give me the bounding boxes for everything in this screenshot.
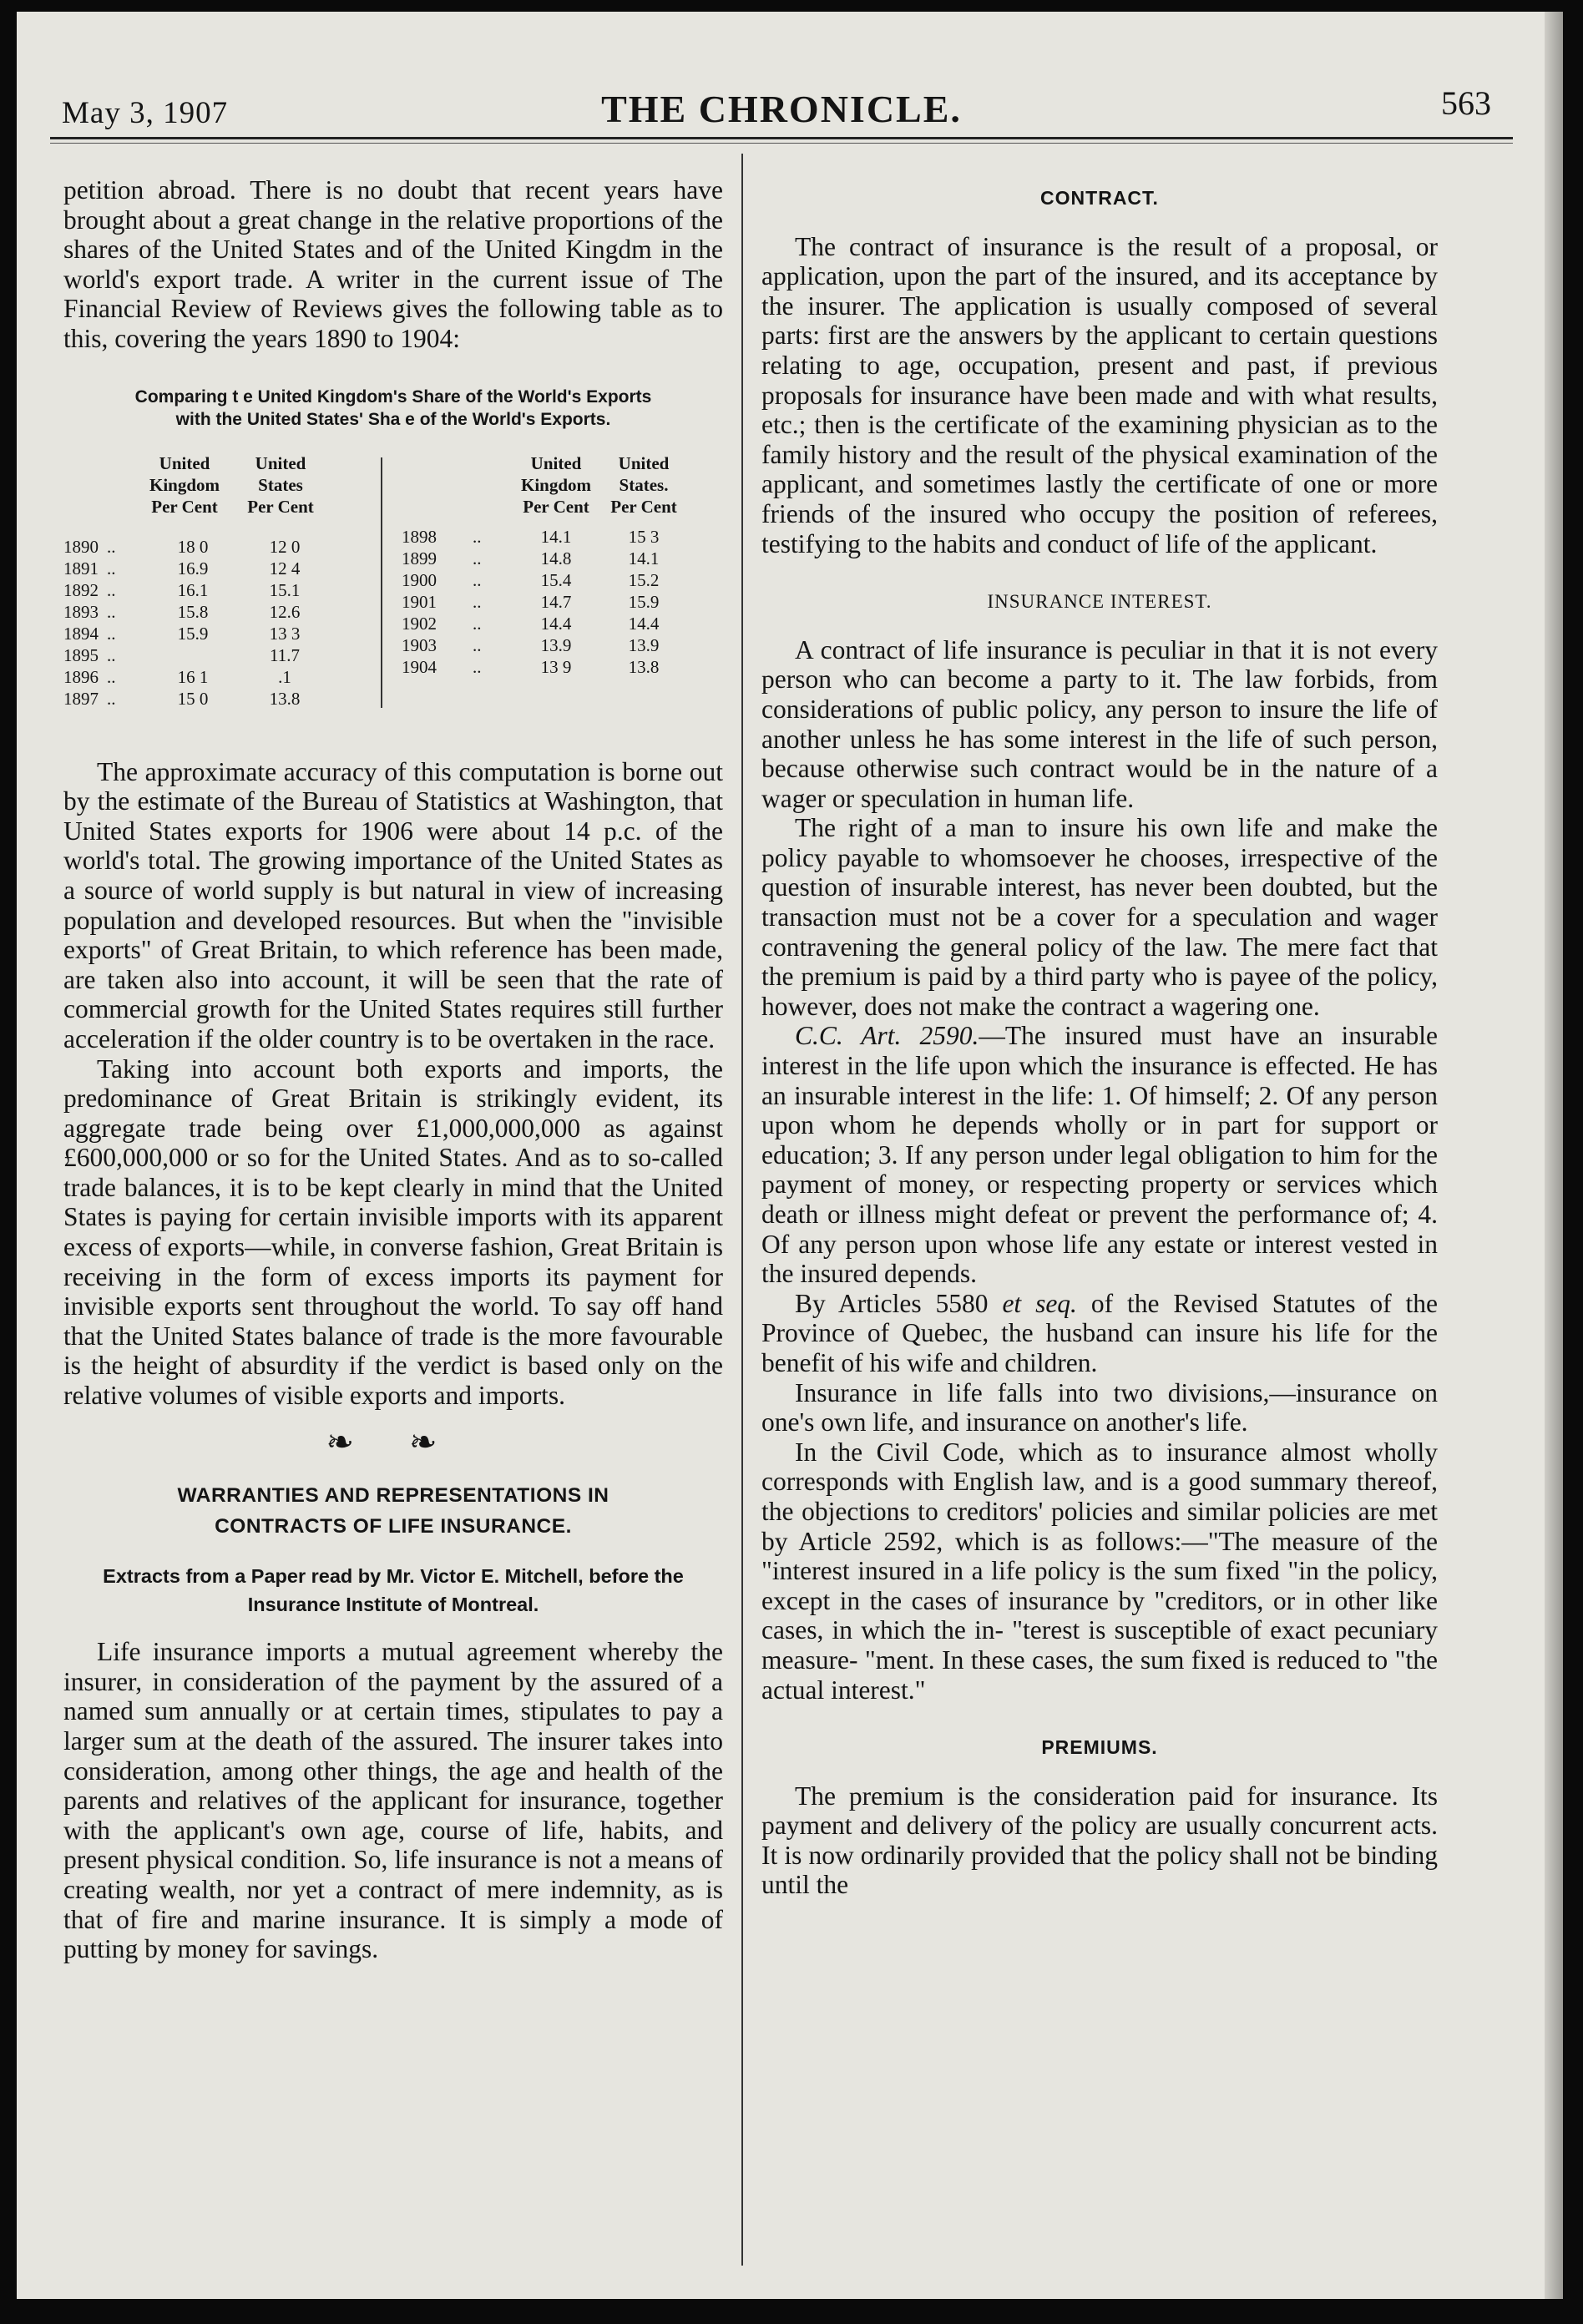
ornament-fleurons: ❧ ❧ — [326, 1422, 461, 1461]
table-year: 1903 — [402, 634, 437, 655]
left-column — [63, 175, 723, 2282]
latin-phrase: et seq. — [1002, 1288, 1077, 1318]
table-year: 1902 — [402, 613, 437, 634]
header-cell: Per Cent — [610, 496, 677, 517]
table-us-value: 12 4 — [269, 558, 301, 578]
table-year: 1901 — [402, 591, 437, 612]
header-date: May 3, 1907 — [62, 96, 229, 130]
right-column — [761, 175, 1438, 2282]
table-leader: .. — [107, 558, 116, 578]
header-cell: Per Cent — [523, 496, 589, 517]
table-year: 1891 — [63, 558, 99, 578]
article-citation: C.C. Art. 2590. — [795, 1021, 979, 1051]
table-us-value: .1 — [278, 666, 291, 687]
table-uk-value: 16.9 — [177, 558, 209, 578]
table-uk-value: 13.9 — [540, 634, 572, 655]
header-rule — [50, 137, 1513, 144]
table-leader: .. — [107, 644, 116, 665]
paragraph: Taking into account both exports and imports, the predominance of Great Britain is strikingly evident, its aggregate trade being over £1,000,000,000 as against £600,000,000 or so for the United States. And as to so-called trade balances, it is to be kept clearly in mind that the United States is paying for certain invisible imports with its apparent excess of exports—while, in converse fashion, Great Britain is receiving in the form of excess imports its payment for invisible exports sent throughout the world. To say off hand that the United States balance of trade is the more favourable is the height of absurdity if the verdict is based only on the relative volumes of visible exports and imports. — [63, 1053, 723, 1411]
table-year: 1894 — [63, 623, 99, 644]
table-year: 1896 — [63, 666, 99, 687]
table-leader: .. — [107, 601, 116, 622]
table-us-value: 15.2 — [628, 569, 660, 590]
table-uk-value: 14.4 — [540, 613, 572, 634]
exports-table — [63, 452, 723, 757]
table-us-value: 13 3 — [269, 623, 301, 644]
table-us-value: 15.1 — [269, 579, 301, 600]
table-year: 1890 — [63, 536, 99, 557]
table-uk-value: 13 9 — [540, 656, 572, 677]
table-leader: .. — [473, 526, 482, 547]
table-us-value: 11.7 — [270, 644, 300, 665]
table-us-value: 15 3 — [628, 526, 660, 547]
table-uk-value: 16 1 — [177, 666, 209, 687]
header-cell: Kingdom — [520, 474, 592, 495]
table-caption — [63, 386, 723, 431]
table-uk-value: 15 0 — [177, 688, 209, 709]
paragraph-text: of the Revised Statutes of the Province of Quebec, the husband can insure his life for the benefit of his wife and children. — [761, 1288, 1438, 1377]
table-us-value: 14.4 — [628, 613, 660, 634]
table-leader: .. — [107, 579, 116, 600]
table-us-value: 13.8 — [269, 688, 301, 709]
article-title-line: WARRANTIES AND REPRESENTATIONS IN — [177, 1484, 609, 1508]
table-leader: .. — [473, 656, 482, 677]
table-year: 1900 — [402, 569, 437, 590]
header-cell: United — [255, 452, 306, 473]
table-us-value: 15.9 — [628, 591, 660, 612]
table-leader: .. — [107, 666, 116, 687]
paragraph: In the Civil Code, which as to insurance almost wholly corresponds with English law, and is a good summary thereof, the objections to creditors' policies and similar policies are met by Article 2592, which is as follows:—"The measure of the "interest insured in a life policy is the sum fixed "in the policy, except in the cases of insurance by "creditors, or in other like cases, in which the in- "terest is susceptible of exact pecuniary measure- "ment. In these cases, the sum fixed is reduced to "the actual interest." — [761, 1437, 1438, 1705]
header-uk — [139, 452, 230, 518]
header-cell: United — [618, 452, 670, 473]
paragraph-text: —The insured must have an insurable interest in the life upon which the insurance is effected. He has an insurable interest in the life: 1. Of himself; 2. Of any person upon whom he depends wholly or in part for support or education; 3. If any person under legal obligation to him for the payment of money, or respecting property or services which death or illness might defeat or prevent the performance of; 4. Of any person upon whose life any estate or interest vested in the insured depends. — [761, 1021, 1439, 1289]
paragraph: Insurance in life falls into two divisions,—insurance on one's own life, and insurance on another's life. — [761, 1377, 1438, 1437]
table-us-value: 13.8 — [628, 656, 660, 677]
article-subtitle: Extracts from a Paper read by Mr. Victor E. Mitchell, before the Insurance Institute of Montreal. — [103, 1565, 684, 1616]
header-us — [235, 452, 326, 518]
section-heading-insurance-interest: INSURANCE INTEREST. — [987, 591, 1212, 613]
table-uk-value: 15.9 — [177, 623, 209, 644]
table-uk-value: 18 0 — [177, 536, 209, 557]
table-uk-value: 14.8 — [540, 548, 572, 568]
newspaper-page — [17, 12, 1563, 2299]
table-uk-value: 15.8 — [177, 601, 209, 622]
paragraph: The approximate accuracy of this computation is borne out by the estimate of the Bureau of Statistics at Washington, that United States exports for 1906 were about 14 p.c. of the world's total. The growing importance of the United States as a source of world supply is but natural in view of increasing population and developed resources. But when the "invisible exports" of Great Britain, to which reference has been made, are taken also into account, it will be seen that the rate of commercial growth for the United States requires still further acceleration if the older country is to be overtaken in the race. — [63, 756, 723, 1053]
table-uk-value: 15.4 — [540, 569, 572, 590]
table-uk-value: 14.1 — [540, 526, 572, 547]
table-leader: .. — [107, 536, 116, 557]
scan-edge — [1545, 12, 1563, 2299]
paragraph: petition abroad. There is no doubt that recent years have brought about a great change in the relative proportions of the shares of the United States and of the United Kingdm in the world's export trade. A writer in the current issue of The Financial Review of Reviews gives the following table as to this, covering the years 1890 to 1904: — [63, 175, 723, 353]
table-uk-value: 14.7 — [540, 591, 572, 612]
table-leader: .. — [107, 623, 116, 644]
table-leader: .. — [473, 634, 482, 655]
header-cell: Per Cent — [151, 496, 218, 517]
table-year: 1899 — [402, 548, 437, 568]
paragraph-text: By Articles 5580 — [795, 1288, 1003, 1318]
table-year: 1895 — [63, 644, 99, 665]
table-leader: .. — [473, 591, 482, 612]
table-year: 1892 — [63, 579, 99, 600]
header-cell: United — [530, 452, 582, 473]
header-cell: United — [159, 452, 210, 473]
table-leader: .. — [473, 548, 482, 568]
header-cell: States. — [619, 474, 669, 495]
header-uk — [510, 452, 602, 518]
table-us-value: 14.1 — [628, 548, 660, 568]
paragraph: Life insurance imports a mutual agreement whereby the insurer, in consideration of the payment by the assured of a named sum annually or at certain times, stipulates to pay a larger sum at the death of the assured. The insurer takes into consideration, among other things, the age and health of the parents and relatives of the applicant for insurance, together with the applicant's own age, course of life, habits, and present physical condition. So, life insurance is not a means of creating wealth, nor yet a contract of mere indemnity, as is that of fire and marine insurance. It is simply a mode of putting by money for savings. — [63, 1637, 723, 1964]
section-heading-premiums: PREMIUMS. — [1041, 1736, 1158, 1759]
header-us — [598, 452, 690, 518]
table-caption-line: with the United States' Sha e of the World's Exports. — [175, 409, 611, 429]
paragraph: The right of a man to insure his own life and make the policy payable to whomsoever he chooses, irrespective of the question of insurable interest, has never been doubted, but the transaction must not be a cover for a speculation and wager contravening the general policy of the law. The mere fact that the premium is paid by a third party who is payee of the policy, however, does not make the contract a wagering one. — [761, 813, 1438, 1021]
table-year: 1893 — [63, 601, 99, 622]
column-divider — [741, 154, 743, 2266]
table-divider — [381, 457, 382, 708]
table-leader: .. — [473, 569, 482, 590]
table-leader: .. — [473, 613, 482, 634]
table-caption-line: Comparing t e United Kingdom's Share of the World's Exports — [134, 386, 652, 407]
header-cell: Kingdom — [149, 474, 220, 495]
paragraph: A contract of life insurance is peculiar in that it is not every person who can become a party to it. The law forbids, from considerations of public policy, any person to insure the life of another unless he has some interest in the life of such person, because otherwise such contract would be in the nature of a wager or speculation in human life. — [761, 634, 1438, 813]
article-title-line: CONTRACTS OF LIFE INSURANCE. — [215, 1515, 572, 1538]
table-year: 1897 — [63, 688, 99, 709]
paragraph: The premium is the consideration paid for insurance. Its payment and delivery of the policy are usually concurrent acts. It is now ordinarily provided that the policy shall not be binding until the — [761, 1781, 1438, 1900]
header-page-number: 563 — [1441, 84, 1491, 122]
paragraph: The contract of insurance is the result of a proposal, or application, upon the part of the insured, and its acceptance by the insurer. The application is usually composed of several parts: first are the answers by the applicant to certain questions relating to age, occupation, present and past, if previous proposals for insurance have been made and with what results, etc.; then is the certificate of the examining physician as to the family history and the result of the physical examination of the applicant, and sometimes lastly the certificate of one or more friends of the insured who occupy the position of referees, testifying to the habits and conduct of life of the applicant. — [761, 231, 1438, 558]
section-heading-contract: CONTRACT. — [1040, 187, 1159, 209]
header-cell: States — [258, 474, 303, 495]
table-year: 1904 — [402, 656, 437, 677]
header-title: THE CHRONICLE. — [601, 88, 962, 130]
page-header — [50, 78, 1513, 145]
article-title — [63, 1480, 723, 1542]
paragraph — [761, 1289, 1438, 1378]
header-cell: Per Cent — [247, 496, 314, 517]
table-year: 1898 — [402, 526, 437, 547]
table-uk-value: 16.1 — [177, 579, 209, 600]
paragraph — [761, 1021, 1438, 1288]
table-us-value: 12 0 — [269, 536, 301, 557]
table-us-value: 13.9 — [628, 634, 660, 655]
table-leader: .. — [107, 688, 116, 709]
table-us-value: 12.6 — [269, 601, 301, 622]
